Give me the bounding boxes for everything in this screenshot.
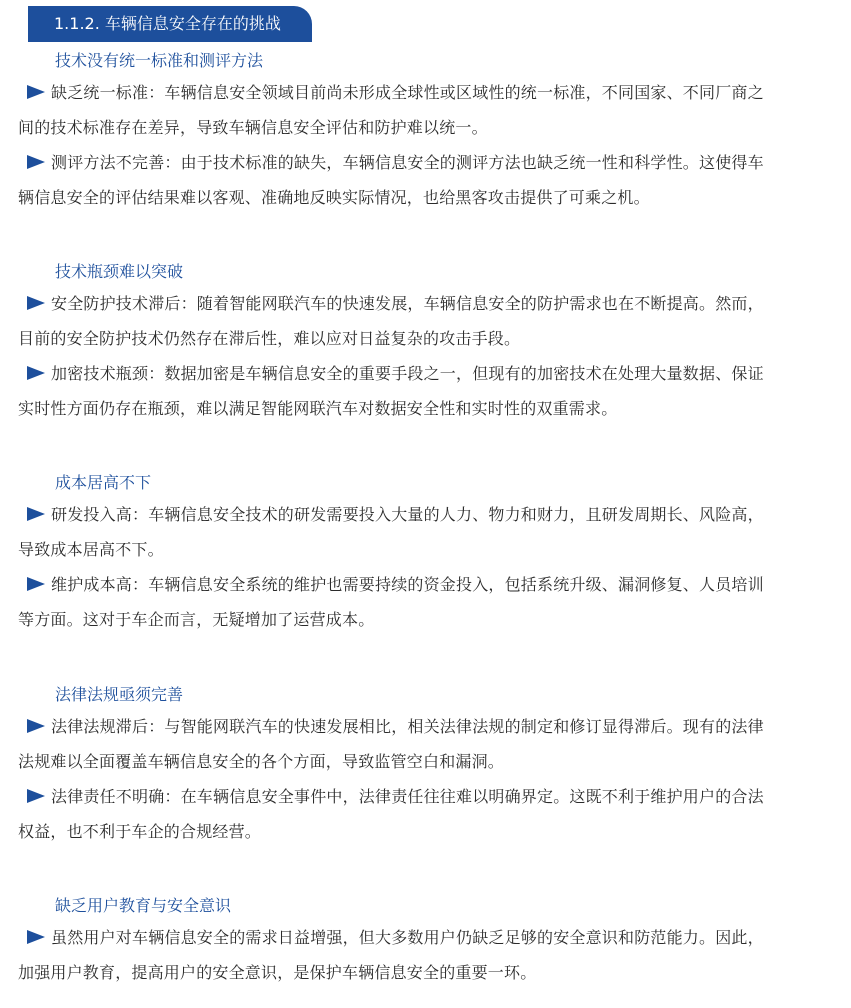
section-bottleneck bbox=[18, 260, 838, 426]
arrow-icon bbox=[27, 577, 45, 591]
bullet-item bbox=[18, 145, 838, 215]
bullet-text: 辆信息安全的评估结果难以客观、准确地反映实际情况，也给黑客攻击提供了可乘之机。 bbox=[18, 188, 650, 207]
bullet-item bbox=[18, 75, 838, 145]
bullet-text: 研发投入高：车辆信息安全技术的研发需要投入大量的人力、物力和财力，且研发周期长、风险高， bbox=[51, 505, 764, 524]
section-title: 技术没有统一标准和测评方法 bbox=[55, 51, 264, 70]
arrow-icon bbox=[27, 507, 45, 521]
bullet-text: 法规难以全面覆盖车辆信息安全的各个方面，导致监管空白和漏洞。 bbox=[18, 752, 505, 771]
section-user-education bbox=[18, 894, 838, 990]
arrow-icon bbox=[27, 155, 45, 169]
section-title: 法律法规亟须完善 bbox=[55, 685, 184, 704]
bullet-item bbox=[18, 567, 838, 637]
bullet-text: 间的技术标准存在差异，导致车辆信息安全评估和防护难以统一。 bbox=[18, 118, 488, 137]
bullet-item bbox=[18, 497, 838, 567]
arrow-icon bbox=[27, 296, 45, 310]
section-cost bbox=[18, 471, 838, 637]
bullet-item bbox=[18, 779, 838, 849]
bullet-text: 导致成本居高不下。 bbox=[18, 540, 164, 559]
section-header bbox=[28, 6, 312, 42]
bullet-text: 缺乏统一标准：车辆信息安全领域目前尚未形成全球性或区域性的统一标准，不同国家、不同厂商之 bbox=[51, 83, 764, 102]
arrow-icon bbox=[27, 719, 45, 733]
bullet-text: 安全防护技术滞后：随着智能网联汽车的快速发展，车辆信息安全的防护需求也在不断提高。然而， bbox=[51, 294, 764, 313]
bullet-item bbox=[18, 920, 838, 990]
bullet-item bbox=[18, 286, 838, 356]
section-standards bbox=[18, 49, 838, 215]
section-title: 成本居高不下 bbox=[55, 473, 152, 492]
arrow-icon bbox=[27, 366, 45, 380]
bullet-text: 实时性方面仍存在瓶颈，难以满足智能网联汽车对数据安全性和实时性的双重需求。 bbox=[18, 399, 618, 418]
bullet-text: 法律责任不明确：在车辆信息安全事件中，法律责任往往难以明确界定。这既不利于维护用户的合法 bbox=[51, 787, 764, 806]
bullet-text: 目前的安全防护技术仍然存在滞后性，难以应对日益复杂的攻击手段。 bbox=[18, 329, 521, 348]
bullet-text: 测评方法不完善：由于技术标准的缺失，车辆信息安全的测评方法也缺乏统一性和科学性。这使得车 bbox=[51, 153, 764, 172]
bullet-item bbox=[18, 709, 838, 779]
section-title: 缺乏用户教育与安全意识 bbox=[55, 896, 232, 915]
arrow-icon bbox=[27, 789, 45, 803]
bullet-text: 加密技术瓶颈：数据加密是车辆信息安全的重要手段之一，但现有的加密技术在处理大量数据、保证 bbox=[51, 364, 764, 383]
bullet-text: 加强用户教育，提高用户的安全意识，是保护车辆信息安全的重要一环。 bbox=[18, 963, 537, 982]
bullet-text: 等方面。这对于车企而言，无疑增加了运营成本。 bbox=[18, 610, 375, 629]
section-title: 技术瓶颈难以突破 bbox=[55, 262, 184, 281]
bullet-text: 权益，也不利于车企的合规经营。 bbox=[18, 822, 262, 841]
section-header-title: 1.1.2. 车辆信息安全存在的挑战 bbox=[54, 14, 281, 33]
bullet-item bbox=[18, 356, 838, 426]
bullet-text: 法律法规滞后：与智能网联汽车的快速发展相比，相关法律法规的制定和修订显得滞后。现有的法律 bbox=[51, 717, 764, 736]
bullet-text: 虽然用户对车辆信息安全的需求日益增强，但大多数用户仍缺乏足够的安全意识和防范能力。因此， bbox=[51, 928, 764, 947]
arrow-icon bbox=[27, 85, 45, 99]
section-law bbox=[18, 683, 838, 849]
bullet-text: 维护成本高：车辆信息安全系统的维护也需要持续的资金投入，包括系统升级、漏洞修复、人员培训 bbox=[51, 575, 764, 594]
arrow-icon bbox=[27, 930, 45, 944]
